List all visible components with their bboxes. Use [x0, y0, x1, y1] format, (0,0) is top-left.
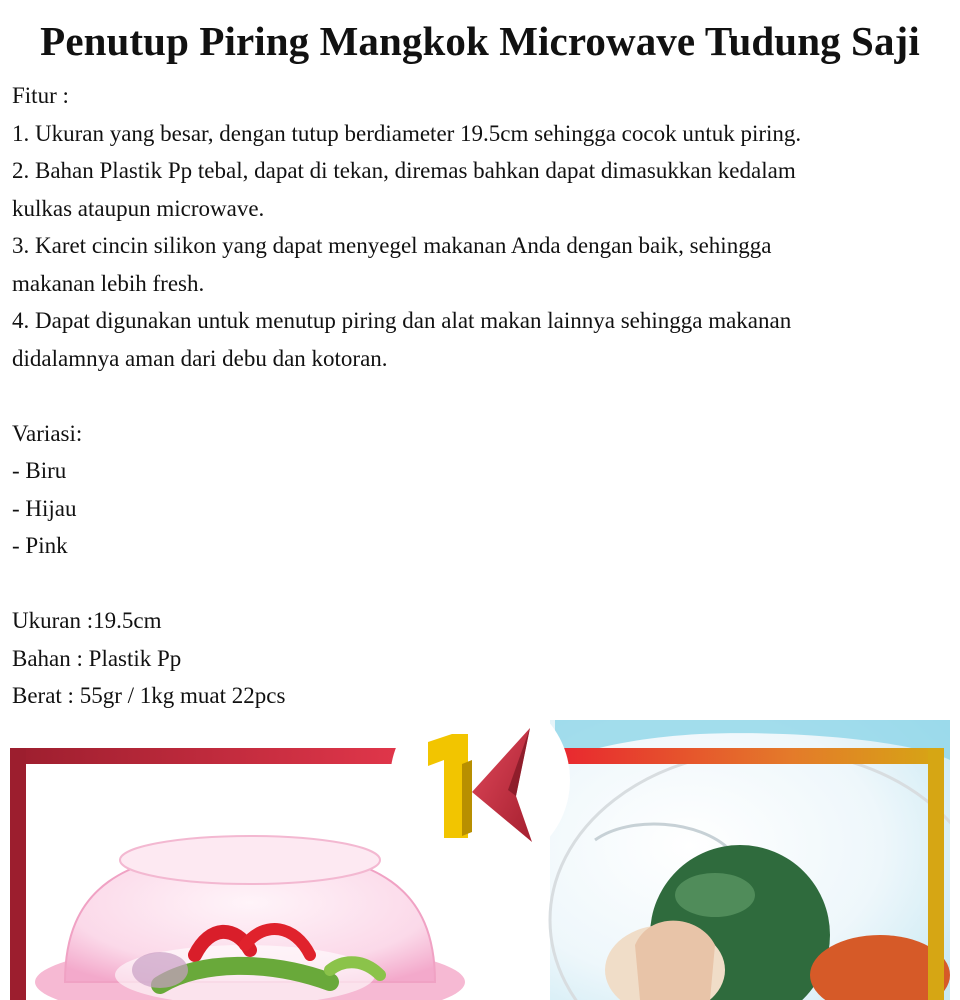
product-image	[10, 720, 950, 1000]
spacer	[12, 377, 940, 415]
feature-line: didalamnya aman dari debu dan kotoran.	[12, 345, 388, 371]
feature-line: 4. Dapat digunakan untuk menutup piring dan alat makan lainnya sehingga makanan	[12, 308, 792, 333]
spacer	[12, 565, 940, 603]
features-list	[12, 115, 940, 378]
product-title: Penutup Piring Mangkok Microwave Tudung Saji	[40, 18, 920, 64]
feature-line: makanan lebih fresh.	[12, 270, 205, 296]
spec-size: Ukuran :19.5cm	[12, 608, 162, 633]
spec-material: Bahan : Plastik Pp	[12, 645, 182, 671]
variant-item: - Pink	[12, 533, 68, 558]
feature-line: 3. Karet cincin silikon yang dapat menyegel makanan Anda dengan baik, sehingga	[12, 233, 772, 258]
spec-weight: Berat : 55gr / 1kg muat 22pcs	[12, 683, 286, 708]
variants-list	[12, 452, 940, 565]
feature-line: 2. Bahan Plastik Pp tebal, dapat di tekan, diremas bahkan dapat dimasukkan kedalam	[12, 158, 796, 183]
variant-item: - Biru	[12, 458, 67, 483]
feature-line: 1. Ukuran yang besar, dengan tutup berdiameter 19.5cm sehingga cocok untuk piring.	[12, 120, 802, 146]
product-photo-illustration	[10, 720, 950, 1000]
variants-heading: Variasi:	[12, 420, 83, 446]
features-heading: Fitur :	[12, 83, 69, 108]
feature-line: kulkas ataupun microwave.	[12, 195, 265, 221]
variant-item: - Hijau	[12, 495, 77, 521]
product-description	[0, 77, 960, 715]
